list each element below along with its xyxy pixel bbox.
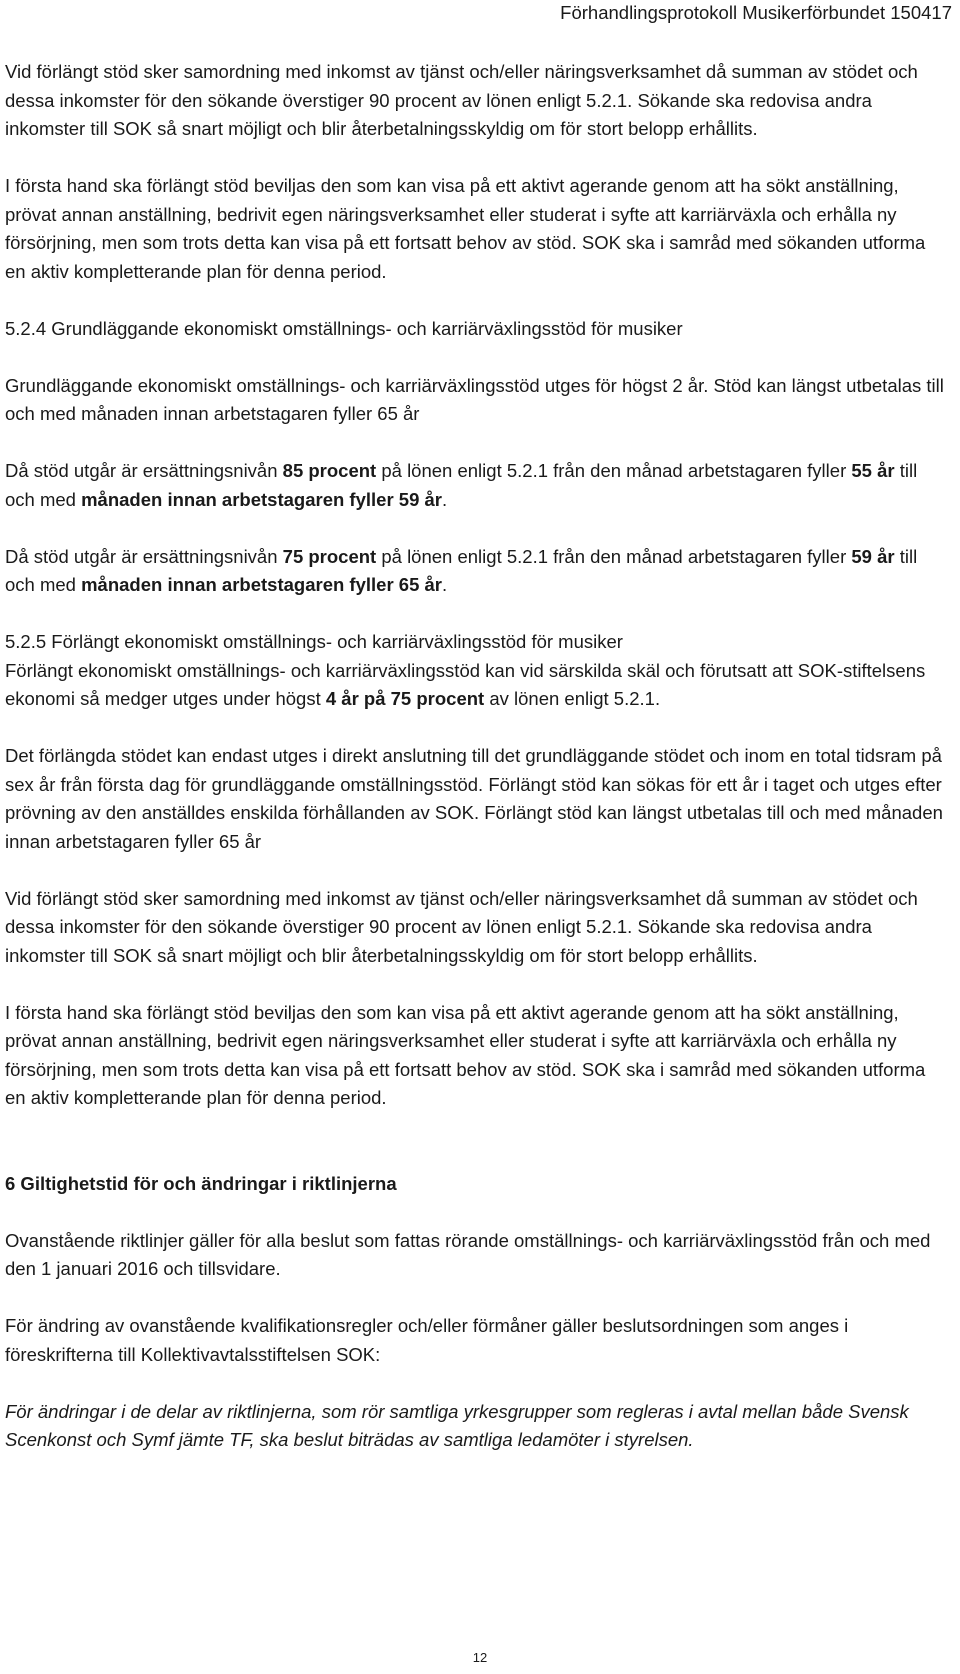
paragraph-samordning-2: Vid förlängt stöd sker samordning med inkomst av tjänst och/eller näringsverksamhet då summan av stödet och dessa inkomster för den sökande överstiger 90 procent av lönen enligt 5.2.1. Sökande ska redovisa andra inkomster till SOK så snart möjligt och blir återbetalningsskyldig om för stort belopp erhållits. [5, 887, 918, 966]
section-heading-5-2-4: 5.2.4 Grundläggande ekonomiskt omställnings- och karriärväxlingsstöd för musiker [5, 317, 683, 339]
paragraph-ersattning-85: Då stöd utgår är ersättningsnivån 85 procent på lönen enligt 5.2.1 från den månad arbetstagaren fyller 55 år till och med månaden innan arbetstagaren fyller 59 år. [5, 460, 918, 510]
paragraph-forsta-hand-2: I första hand ska förlängt stöd beviljas den som kan visa på ett aktivt agerande genom att ha sökt anställning, prövat annan anställning, bedrivit egen näringsverksamhet eller studerat i syfte att karriärväxla och erhålla ny försörjning, men som trots detta kan visa på ett fortsatt behov av stöd. SOK ska i samråd med sökanden utforma en aktiv kompletterande plan för denna period. [5, 1001, 926, 1108]
paragraph-andringar-avtal: För ändringar i de delar av riktlinjerna, som rör samtliga yrkesgrupper som regleras i avtal mellan både Svensk Scenkonst och Symf jämte TF, ska beslut biträdas av samtliga ledamöter i styrelsen. [5, 1400, 909, 1450]
section-heading-6: 6 Giltighetstid för och ändringar i riktlinjerna [5, 1172, 397, 1194]
paragraph-samordning: Vid förlängt stöd sker samordning med inkomst av tjänst och/eller näringsverksamhet då summan av stödet och dessa inkomster för den sökande överstiger 90 procent av lönen enligt 5.2.1. Sökande ska redovisa andra inkomster till SOK så snart möjligt och blir återbetalningsskyldig om för stort belopp erhållits. [5, 61, 918, 139]
document-body [5, 58, 945, 1455]
paragraph-andring: För ändring av ovanstående kvalifikationsregler och/eller förmåner gäller beslutsordningen som anges i föreskrifterna till Kollektivavtalsstiftelsen SOK: [5, 1315, 849, 1365]
paragraph-giltighet: Ovanstående riktlinjer gäller för alla beslut som fattas rörande omställnings- och karriärväxlingsstöd från och med den 1 januari 2016 och tillsvidare. [5, 1229, 931, 1279]
paragraph-ersattning-75: Då stöd utgår är ersättningsnivån 75 procent på lönen enligt 5.2.1 från den månad arbetstagaren fyller 59 år till och med månaden innan arbetstagaren fyller 65 år. [5, 545, 918, 595]
paragraph-forlangda-stodet: Det förlängda stödet kan endast utges i direkt anslutning till det grundläggande stödet och inom en total tidsram på sex år från första dag för grundläggande omställningsstöd. Förlängt stöd kan sökas för ett år i taget och utges efter prövning av den anställdes enskilda förhållanden av SOK. Förlängt stöd kan längst utbetalas till och med månaden innan arbetstagaren fyller 65 år [5, 745, 943, 852]
paragraph-grundlaggande: Grundläggande ekonomiskt omställnings- och karriärväxlingsstöd utges för högst 2 år. Stöd kan längst utbetalas till och med månaden innan arbetstagaren fyller 65 år [5, 374, 944, 424]
section-heading-5-2-5: 5.2.5 Förlängt ekonomiskt omställnings- och karriärväxlingsstöd för musiker [5, 631, 623, 652]
page-number: 12 [472, 1650, 488, 1665]
paragraph-forsta-hand: I första hand ska förlängt stöd beviljas den som kan visa på ett aktivt agerande genom att ha sökt anställning, prövat annan anställning, bedrivit egen näringsverksamhet eller studerat i syfte att karriärväxla och erhålla ny försörjning, men som trots detta kan visa på ett fortsatt behov av stöd. SOK ska i samråd med sökanden utforma en aktiv kompletterande plan för denna period. [5, 175, 926, 282]
paragraph-forlangt: Förlängt ekonomiskt omställnings- och karriärväxlingsstöd kan vid särskilda skäl och förutsatt att SOK-stiftelsens ekonomi så medger utges under högst 4 år på 75 procent av lönen enligt 5.2.1. [5, 659, 926, 709]
document-header: Förhandlingsprotokoll Musikerförbundet 150417 [560, 2, 952, 23]
